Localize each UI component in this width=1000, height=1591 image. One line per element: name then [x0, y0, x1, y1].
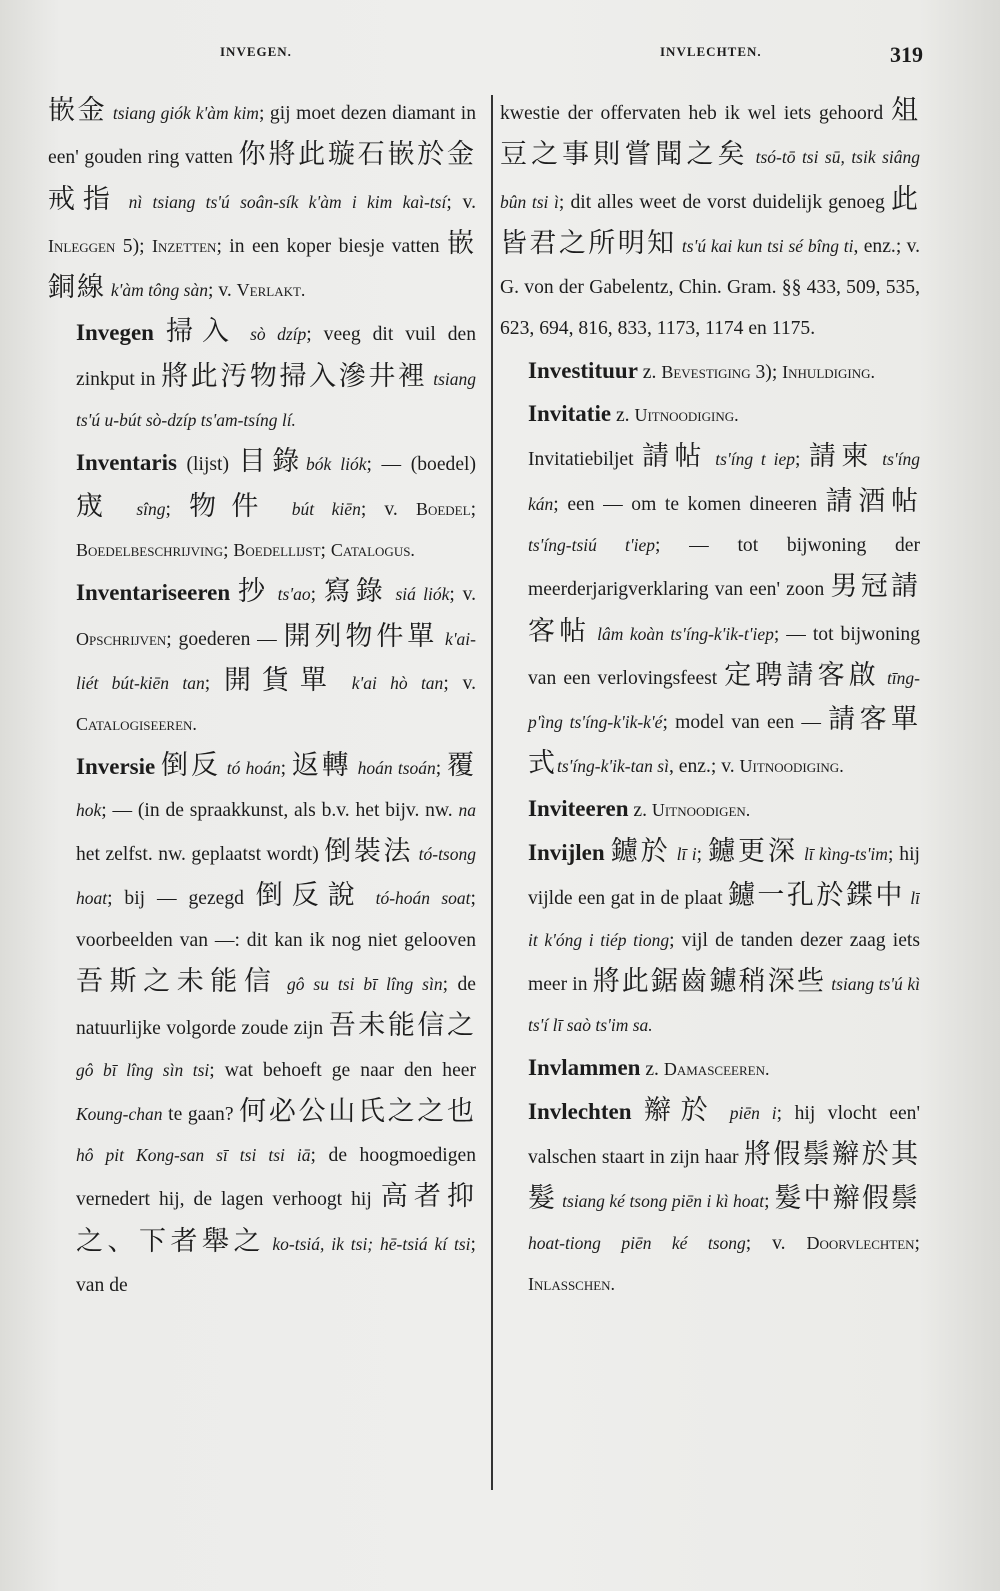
- romanization: sò dzíp: [250, 324, 307, 345]
- entry-text: [277, 974, 286, 995]
- entry-text: [749, 147, 756, 168]
- entry-text: z.: [628, 799, 652, 821]
- entry-text: [880, 668, 887, 689]
- dictionary-entry: [500, 788, 920, 831]
- cross-reference: Inlasschen.: [528, 1274, 616, 1295]
- cross-reference: Doorvlechten: [806, 1232, 915, 1253]
- chinese-characters: 掃入: [165, 316, 239, 348]
- cross-reference: Opschrijven: [76, 628, 167, 649]
- headword: Invijlen: [528, 840, 605, 866]
- romanization: lī i: [676, 844, 697, 865]
- entry-text: [364, 888, 376, 909]
- entry-text: (lijst): [176, 454, 239, 476]
- chinese-characters: 倒反說: [255, 880, 364, 912]
- romanization: ts'íng t iep: [715, 449, 796, 470]
- chinese-characters: 物件: [189, 490, 274, 522]
- chinese-characters: 請帖: [641, 441, 707, 473]
- entry-text: ; een — om te komen dineeren: [553, 493, 826, 515]
- chinese-characters: 鑢一孔於鍱中: [727, 880, 905, 912]
- romanization: tsiang ts'ú u-bút sò-dzíp ts'am-tsíng lí.: [76, 368, 476, 431]
- chinese-characters: 嵌金: [48, 95, 108, 126]
- cross-reference: Inzetten: [151, 235, 217, 256]
- entry-text: Invitatiebiljet: [528, 449, 642, 471]
- romanization: piēn i: [729, 1102, 777, 1123]
- headword: Invitatie: [528, 401, 612, 427]
- chinese-characters: 請柬: [808, 441, 874, 473]
- chinese-characters: 將此汚物掃入滲井裡: [161, 360, 428, 392]
- chinese-characters: 請客單式: [528, 704, 920, 780]
- entry-text: ;: [696, 844, 708, 866]
- entry-text: [230, 584, 238, 605]
- romanization: gô bī lîng sìn tsi: [76, 1059, 210, 1080]
- headword: Invegen: [76, 320, 154, 346]
- cross-reference: Inleggen: [48, 235, 116, 256]
- chinese-characters: 你將此璇石嵌於金戒指: [48, 139, 476, 215]
- entry-text: [238, 324, 250, 345]
- cross-reference: Bevestiging: [661, 361, 751, 382]
- romanization: tīng-p'ìng ts'íng-k'ik-k'é: [528, 667, 920, 733]
- entry-text: ;: [165, 498, 190, 520]
- entry-text: ;: [320, 539, 331, 561]
- dictionary-entry: [500, 831, 920, 1046]
- entry-text: ; hij vlocht een' valschen staart in zijn haar: [528, 1102, 920, 1169]
- chinese-characters: 覆: [447, 750, 476, 782]
- romanization: hok: [76, 799, 102, 820]
- romanization: tsiang giók k'àm kim: [112, 103, 259, 123]
- romanization: hô pit Kong-san sī tsi tsi iā: [76, 1145, 311, 1166]
- headword: Invlammen: [528, 1054, 641, 1080]
- romanization: bók liók: [305, 454, 367, 475]
- cross-reference: Uitnoodiging.: [634, 405, 739, 426]
- romanization: nì tsiang ts'ú soân-sík k'àm i kim kaì-tsí: [128, 191, 447, 212]
- right-column: [500, 90, 920, 1490]
- entry-text: kwestie der offervaten heb ik wel iets gehoord: [500, 103, 891, 124]
- chinese-characters: 髮中辮假鬃: [774, 1183, 920, 1215]
- romanization: bút kiēn: [291, 498, 361, 519]
- entry-text: ; — (boedel): [366, 454, 476, 476]
- entry-text: ; in een koper biesje vatten: [216, 235, 447, 257]
- entry-text: , enz.; v.: [668, 756, 740, 778]
- entry-text: ; v.: [443, 672, 476, 694]
- romanization: tó hoán: [226, 758, 281, 779]
- romanization: lī it k'óng i tiép tiong: [528, 888, 920, 950]
- chinese-characters: 吾斯之未能信: [76, 965, 278, 997]
- entry-text: ; bij — gezegd: [107, 888, 256, 910]
- romanization: ts'íng-tsiú t'iep: [528, 534, 656, 555]
- entry-text: ; — tot bijwoning der meerderjarigverklaring van een' zoon: [528, 534, 920, 601]
- entry-text: ; veeg dit vuil den zinkput in: [76, 324, 476, 390]
- entry-text: z.: [640, 1058, 664, 1080]
- entry-text: [270, 584, 278, 605]
- romanization: k'ai hò tan: [351, 672, 444, 693]
- chinese-characters: 鑢更深: [707, 836, 799, 868]
- chinese-characters: 此皆君之所明知: [500, 183, 920, 259]
- dictionary-entry: [500, 1090, 920, 1305]
- chinese-characters: 鑢於: [610, 836, 671, 868]
- cross-reference: Damasceeren.: [663, 1058, 770, 1079]
- chinese-characters: 何必公山氏之之也: [239, 1095, 476, 1127]
- romanization: ts'ú kai kun tsi sé bîng ti: [681, 235, 854, 256]
- chinese-characters: 嵌銅線: [48, 227, 476, 304]
- entry-text: ; v.: [449, 584, 476, 606]
- entry-text: ; v.: [360, 498, 416, 520]
- entry-text: 5);: [115, 235, 152, 257]
- entry-text: [118, 499, 136, 520]
- chinese-characters: 倒反: [161, 750, 221, 782]
- dictionary-entry: [500, 350, 920, 393]
- romanization: sîng: [136, 498, 166, 519]
- dictionary-entry: [500, 436, 920, 787]
- romanization: tsó-tō tsi sū, tsik siâng bûn tsi ì: [500, 147, 920, 212]
- romanization: tsiang ts'ú kì ts'í lī saò ts'im sa.: [528, 973, 920, 1036]
- romanization: ko-tsiá, ik tsi; hē-tsiá kí tsi: [272, 1233, 471, 1254]
- running-head-left: INVEGEN.: [220, 44, 292, 59]
- entry-text: ; goederen —: [166, 628, 284, 650]
- chinese-characters: 倒裝法: [324, 836, 414, 868]
- cross-reference: Catalogiseeren.: [76, 714, 197, 735]
- chinese-characters: 開列物件單: [283, 620, 439, 652]
- romanization: na: [458, 799, 476, 820]
- romanization: ts'ao: [277, 584, 311, 605]
- headword: Invlechten: [528, 1098, 632, 1124]
- chinese-characters: 目錄: [238, 446, 306, 478]
- entry-text: ; de hoogmoedigen vernedert hij, de lagen verhoogt hij: [76, 1145, 476, 1211]
- romanization: ts'íng-k'ik-tan sì: [557, 756, 669, 777]
- headword: Inversie: [76, 754, 156, 780]
- cross-reference: Verlakt.: [236, 280, 306, 301]
- entry-text: ;: [223, 539, 234, 561]
- dictionary-entry: [48, 311, 476, 441]
- entry-text: [717, 1103, 730, 1124]
- romanization: Koung-chan: [76, 1103, 163, 1124]
- entry-text: [338, 673, 352, 694]
- entry-text: ;: [280, 758, 292, 780]
- entry-text: ; dit alles weet de vorst duidelijk genoeg: [558, 191, 891, 213]
- cross-reference: Catalogus.: [330, 539, 415, 560]
- dictionary-entry: [500, 1047, 920, 1090]
- entry-text: ; v.: [745, 1232, 807, 1254]
- entry-text: ;: [795, 449, 809, 471]
- romanization: ts'íng kán: [528, 449, 920, 514]
- running-head-right: INVLECHTEN.: [660, 44, 762, 59]
- entry-text: ; — tot bijwoning van een verlovingsfeest: [528, 623, 920, 689]
- chinese-characters: 男冠請客帖: [528, 571, 920, 647]
- entry-text: 3);: [750, 361, 783, 383]
- chinese-characters: 抄: [237, 576, 270, 608]
- chinese-characters: 將此鋸齒鑢稍深些: [592, 965, 827, 997]
- cross-reference: Boedel: [415, 498, 471, 519]
- entry-text: ; gij moet dezen diamant in een' gouden ring vatten: [48, 103, 476, 169]
- entry-text: ; — (in de spraakkunst, als b.v. het bijv. nw.: [101, 799, 459, 821]
- romanization: siá liók: [395, 584, 450, 605]
- cross-reference: Uitnoodigen.: [651, 799, 751, 820]
- chinese-characters: 俎豆之事則嘗聞之矣: [500, 95, 920, 171]
- entry-text: z.: [611, 405, 635, 427]
- romanization: gô su tsi bī lîng sìn: [286, 973, 443, 994]
- column-divider: [491, 95, 493, 1490]
- entry-text: ;: [764, 1191, 775, 1213]
- romanization: k'ai-liét bút-kiēn tan: [76, 628, 476, 693]
- entry-text: te gaan?: [162, 1103, 240, 1125]
- entry-text: ; v.: [446, 191, 476, 213]
- left-column: [48, 90, 476, 1490]
- romanization: k'àm tông sàn: [110, 280, 208, 301]
- headword: Inventariseeren: [76, 580, 231, 606]
- cross-reference: Boedelbeschrijving: [76, 539, 224, 560]
- entry-text: ; van de: [76, 1233, 476, 1297]
- chinese-characters: 宬: [76, 490, 119, 522]
- cross-reference: Inhuldiging.: [782, 361, 875, 382]
- chinese-characters: 辮於: [644, 1094, 718, 1126]
- entry-text: ;: [470, 498, 476, 520]
- entry-text: [154, 324, 166, 345]
- dictionary-entry: [48, 571, 476, 745]
- chinese-characters: 高者抑之、下者舉之: [76, 1181, 476, 1257]
- entry-text: [632, 1103, 645, 1124]
- headword: Inviteeren: [528, 795, 629, 821]
- entry-text: ; vijl de tanden dezer zaag iets meer in: [528, 929, 920, 995]
- romanization: hoat-tiong piēn ké tsong: [528, 1232, 746, 1253]
- dictionary-entry: [500, 393, 920, 436]
- entry-text: [118, 192, 129, 213]
- entry-text: ;: [435, 758, 448, 780]
- chinese-characters: 將假鬃辮於其髮: [528, 1139, 920, 1215]
- cross-reference: Boedellijst: [233, 539, 321, 560]
- entry-text: [274, 499, 292, 520]
- entry-text: het zelfst. nw. geplaatst wordt): [76, 844, 325, 866]
- chinese-characters: 寫錄: [323, 576, 388, 608]
- chinese-characters: 開貨單: [224, 664, 338, 696]
- romanization: lâm koàn ts'íng-k'ik-t'iep: [597, 623, 774, 644]
- dictionary-entry: [500, 90, 920, 350]
- romanization: tó-hoán soat: [375, 888, 471, 909]
- headword: Inventaris: [76, 450, 177, 476]
- entry-text: ; model van een —: [662, 712, 829, 734]
- romanization: tó-tsong hoat: [76, 844, 476, 909]
- entry-text: ; voorbeelden van —: dit kan ik nog niet gelooven: [76, 888, 476, 951]
- chinese-characters: 定聘請客啟: [724, 659, 880, 691]
- entry-text: ;: [204, 672, 224, 694]
- chinese-characters: 請酒帖: [825, 485, 920, 517]
- chinese-characters: 吾未能信之: [328, 1010, 476, 1042]
- dictionary-entry: [48, 90, 476, 311]
- entry-text: ;: [914, 1232, 920, 1254]
- dictionary-entry: [48, 441, 476, 571]
- entry-text: ; hij vijlde een gat in de plaat: [528, 844, 920, 910]
- entry-text: z.: [637, 361, 662, 383]
- romanization: hoán tsoán: [357, 758, 436, 779]
- romanization: lī kìng-ts'im: [803, 844, 888, 865]
- headword: Investituur: [528, 357, 638, 383]
- entry-text: ; v.: [207, 280, 237, 302]
- page-number: 319: [890, 42, 923, 67]
- cross-reference: Uitnoodiging.: [739, 756, 844, 777]
- entry-text: ; wat behoeft ge naar den heer: [209, 1059, 476, 1081]
- entry-text: ; de natuurlijke volgorde zoude zijn: [76, 973, 476, 1040]
- entry-text: , enz.; v. G. von der Gabelentz, Chin. Gram. §§ 433, 509, 535, 623, 694, 816, 833, 1173, 1174 en 1175.: [500, 235, 920, 340]
- romanization: tsiang ké tsong piēn i kì hoat: [562, 1191, 765, 1212]
- dictionary-entry: [48, 745, 476, 1306]
- chinese-characters: 返轉: [291, 750, 352, 782]
- entry-text: [874, 449, 882, 470]
- entry-text: ;: [310, 584, 324, 606]
